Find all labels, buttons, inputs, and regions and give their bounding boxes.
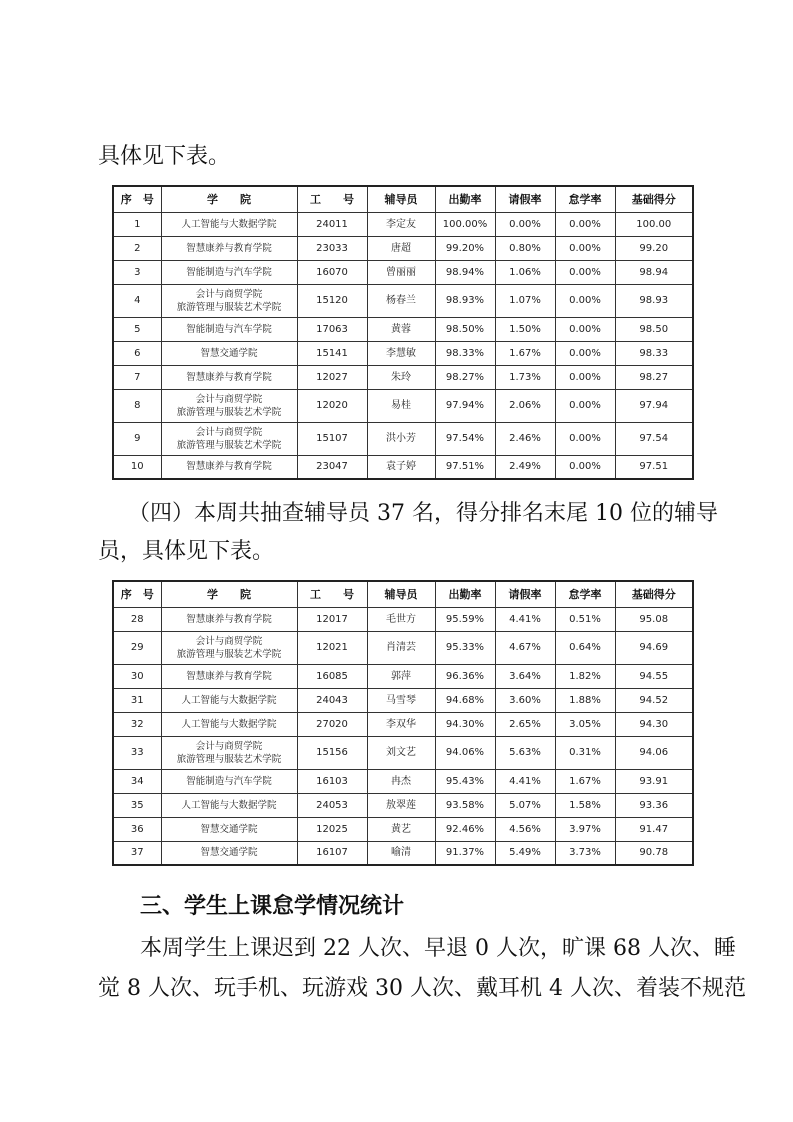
cell-slack: 0.64% — [555, 631, 615, 664]
cell-no: 1 — [113, 212, 161, 236]
college-line: 人工智能与大数据学院 — [181, 218, 277, 230]
cell-id: 23033 — [297, 236, 367, 260]
college-line: 智慧康养与教育学院 — [186, 670, 272, 682]
cell-leave: 3.64% — [495, 664, 555, 688]
cell-leave: 4.67% — [495, 631, 555, 664]
cell-college — [161, 365, 297, 389]
cell-no: 7 — [113, 365, 161, 389]
cell-id: 12017 — [297, 607, 367, 631]
cell-college — [161, 817, 297, 841]
table-row — [113, 260, 693, 284]
cell-leave: 4.56% — [495, 817, 555, 841]
cell-no: 33 — [113, 736, 161, 769]
section4-line2: 员，具体见下表。 — [98, 539, 275, 564]
cell-slack: 0.00% — [555, 260, 615, 284]
cell-attendance: 93.58% — [435, 793, 495, 817]
cell-college — [161, 260, 297, 284]
college-line: 会计与商贸学院 — [195, 740, 263, 752]
cell-slack: 0.00% — [555, 422, 615, 455]
college-line: 智慧交通学院 — [200, 347, 258, 359]
cell-attendance: 98.50% — [435, 317, 495, 341]
col-header-id: 工 号 — [297, 581, 367, 607]
table-row — [113, 607, 693, 631]
cell-slack: 0.00% — [555, 341, 615, 365]
cell-id: 24053 — [297, 793, 367, 817]
cell-slack: 0.00% — [555, 284, 615, 317]
cell-no: 31 — [113, 688, 161, 712]
cell-counselor: 郭萍 — [367, 664, 435, 688]
cell-counselor: 易桂 — [367, 389, 435, 422]
col-header-score: 基础得分 — [615, 186, 693, 212]
cell-id: 12020 — [297, 389, 367, 422]
table-row — [113, 455, 693, 479]
cell-no: 6 — [113, 341, 161, 365]
body-line2: 觉 8 人次、玩手机、玩游戏 30 人次、戴耳机 4 人次、着装不规范 — [98, 976, 746, 1001]
table-row — [113, 341, 693, 365]
college-line: 智慧康养与教育学院 — [186, 371, 272, 383]
table-row — [113, 422, 693, 455]
college-line: 智能制造与汽车学院 — [186, 323, 272, 335]
cell-counselor: 洪小芳 — [367, 422, 435, 455]
cell-attendance: 95.33% — [435, 631, 495, 664]
cell-leave: 5.49% — [495, 841, 555, 865]
cell-counselor: 喻清 — [367, 841, 435, 865]
cell-college — [161, 688, 297, 712]
cell-no: 5 — [113, 317, 161, 341]
cell-counselor: 黄蓉 — [367, 317, 435, 341]
cell-no: 3 — [113, 260, 161, 284]
body-line1: 本周学生上课迟到 22 人次、早退 0 人次，旷课 68 人次、睡 — [140, 936, 736, 961]
cell-score: 93.91 — [615, 769, 693, 793]
cell-attendance: 95.59% — [435, 607, 495, 631]
table-row — [113, 389, 693, 422]
cell-leave: 3.60% — [495, 688, 555, 712]
cell-no: 10 — [113, 455, 161, 479]
cell-counselor: 唐超 — [367, 236, 435, 260]
col-header-no: 序 号 — [113, 186, 161, 212]
cell-attendance: 94.30% — [435, 712, 495, 736]
cell-score: 94.69 — [615, 631, 693, 664]
cell-counselor: 朱玲 — [367, 365, 435, 389]
col-header-counselor: 辅导员 — [367, 186, 435, 212]
cell-leave: 5.07% — [495, 793, 555, 817]
cell-college — [161, 317, 297, 341]
cell-id: 16070 — [297, 260, 367, 284]
col-header-attendance: 出勤率 — [435, 186, 495, 212]
table-row — [113, 365, 693, 389]
cell-counselor: 敖翠莲 — [367, 793, 435, 817]
section4-line1: （四）本周共抽查辅导员 37 名，得分排名末尾 10 位的辅导 — [128, 501, 718, 526]
college-line: 旅游管理与服装艺术学院 — [176, 301, 282, 313]
col-header-score: 基础得分 — [615, 581, 693, 607]
cell-score: 94.06 — [615, 736, 693, 769]
col-header-leave: 请假率 — [495, 186, 555, 212]
cell-score: 97.54 — [615, 422, 693, 455]
cell-score: 94.55 — [615, 664, 693, 688]
cell-leave: 4.41% — [495, 607, 555, 631]
table-header-row — [113, 186, 693, 212]
table-row — [113, 688, 693, 712]
cell-college — [161, 389, 297, 422]
cell-college — [161, 664, 297, 688]
cell-score: 90.78 — [615, 841, 693, 865]
cell-id: 23047 — [297, 455, 367, 479]
college-line: 智慧康养与教育学院 — [186, 242, 272, 254]
cell-college — [161, 607, 297, 631]
cell-college — [161, 284, 297, 317]
table-header-row — [113, 581, 693, 607]
college-line: 智慧康养与教育学院 — [186, 613, 272, 625]
cell-leave: 5.63% — [495, 736, 555, 769]
cell-leave: 2.49% — [495, 455, 555, 479]
cell-college — [161, 212, 297, 236]
cell-score: 98.50 — [615, 317, 693, 341]
col-header-counselor: 辅导员 — [367, 581, 435, 607]
section3-heading: 三、学生上课怠学情况统计 — [140, 894, 405, 919]
cell-score: 97.94 — [615, 389, 693, 422]
cell-counselor: 肖清芸 — [367, 631, 435, 664]
cell-no: 30 — [113, 664, 161, 688]
cell-attendance: 91.37% — [435, 841, 495, 865]
table-row — [113, 793, 693, 817]
cell-attendance: 98.94% — [435, 260, 495, 284]
cell-counselor: 马雪琴 — [367, 688, 435, 712]
cell-slack: 0.51% — [555, 607, 615, 631]
col-header-college: 学 院 — [161, 581, 297, 607]
cell-score: 94.30 — [615, 712, 693, 736]
cell-counselor: 袁子婷 — [367, 455, 435, 479]
cell-leave: 2.06% — [495, 389, 555, 422]
cell-college — [161, 793, 297, 817]
cell-attendance: 95.43% — [435, 769, 495, 793]
cell-slack: 0.00% — [555, 389, 615, 422]
cell-slack: 3.97% — [555, 817, 615, 841]
cell-college — [161, 455, 297, 479]
table-row — [113, 769, 693, 793]
table-row — [113, 736, 693, 769]
cell-leave: 1.06% — [495, 260, 555, 284]
col-header-leave: 请假率 — [495, 581, 555, 607]
cell-score: 97.51 — [615, 455, 693, 479]
cell-score: 93.36 — [615, 793, 693, 817]
college-line: 会计与商贸学院 — [195, 426, 263, 438]
cell-no: 29 — [113, 631, 161, 664]
cell-leave: 1.73% — [495, 365, 555, 389]
cell-attendance: 98.27% — [435, 365, 495, 389]
cell-no: 9 — [113, 422, 161, 455]
col-header-slack: 怠学率 — [555, 581, 615, 607]
cell-id: 16107 — [297, 841, 367, 865]
cell-college — [161, 341, 297, 365]
col-header-attendance: 出勤率 — [435, 581, 495, 607]
cell-id: 12021 — [297, 631, 367, 664]
cell-leave: 4.41% — [495, 769, 555, 793]
cell-id: 17063 — [297, 317, 367, 341]
college-line: 会计与商贸学院 — [195, 393, 263, 405]
top10-counselor-table — [112, 185, 694, 480]
cell-attendance: 97.51% — [435, 455, 495, 479]
table-row — [113, 817, 693, 841]
col-header-slack: 怠学率 — [555, 186, 615, 212]
cell-attendance: 94.06% — [435, 736, 495, 769]
cell-leave: 1.50% — [495, 317, 555, 341]
table-row — [113, 284, 693, 317]
table-row — [113, 631, 693, 664]
cell-slack: 1.67% — [555, 769, 615, 793]
cell-slack: 0.31% — [555, 736, 615, 769]
cell-no: 37 — [113, 841, 161, 865]
cell-no: 35 — [113, 793, 161, 817]
college-line: 旅游管理与服装艺术学院 — [176, 439, 282, 451]
cell-counselor: 杨春兰 — [367, 284, 435, 317]
cell-slack: 3.73% — [555, 841, 615, 865]
college-line: 会计与商贸学院 — [195, 288, 263, 300]
intro-text: 具体见下表。 — [98, 144, 231, 169]
cell-counselor: 李双华 — [367, 712, 435, 736]
cell-attendance: 94.68% — [435, 688, 495, 712]
bottom10-counselor-table — [112, 580, 694, 866]
col-header-college: 学 院 — [161, 186, 297, 212]
college-line: 会计与商贸学院 — [195, 635, 263, 647]
cell-slack: 0.00% — [555, 236, 615, 260]
cell-slack: 0.00% — [555, 317, 615, 341]
cell-id: 12025 — [297, 817, 367, 841]
cell-id: 15141 — [297, 341, 367, 365]
cell-attendance: 96.36% — [435, 664, 495, 688]
cell-college — [161, 631, 297, 664]
cell-no: 28 — [113, 607, 161, 631]
cell-no: 32 — [113, 712, 161, 736]
cell-leave: 2.46% — [495, 422, 555, 455]
cell-college — [161, 712, 297, 736]
cell-slack: 0.00% — [555, 365, 615, 389]
college-line: 智能制造与汽车学院 — [186, 775, 272, 787]
cell-college — [161, 236, 297, 260]
college-line: 智慧交通学院 — [200, 847, 258, 859]
cell-counselor: 毛世方 — [367, 607, 435, 631]
cell-id: 15120 — [297, 284, 367, 317]
cell-id: 24043 — [297, 688, 367, 712]
cell-attendance: 98.33% — [435, 341, 495, 365]
cell-slack: 1.88% — [555, 688, 615, 712]
college-line: 旅游管理与服装艺术学院 — [176, 753, 282, 765]
cell-counselor: 刘文艺 — [367, 736, 435, 769]
college-line: 智能制造与汽车学院 — [186, 266, 272, 278]
cell-counselor: 李定友 — [367, 212, 435, 236]
cell-score: 100.00 — [615, 212, 693, 236]
cell-counselor: 李慧敏 — [367, 341, 435, 365]
table-row — [113, 712, 693, 736]
college-line: 人工智能与大数据学院 — [181, 799, 277, 811]
cell-score: 98.27 — [615, 365, 693, 389]
cell-id: 27020 — [297, 712, 367, 736]
table-row — [113, 317, 693, 341]
cell-slack: 3.05% — [555, 712, 615, 736]
cell-id: 15107 — [297, 422, 367, 455]
cell-no: 36 — [113, 817, 161, 841]
cell-score: 98.33 — [615, 341, 693, 365]
cell-id: 12027 — [297, 365, 367, 389]
table-row — [113, 236, 693, 260]
cell-leave: 0.80% — [495, 236, 555, 260]
cell-leave: 1.07% — [495, 284, 555, 317]
cell-leave: 2.65% — [495, 712, 555, 736]
cell-college — [161, 422, 297, 455]
cell-score: 94.52 — [615, 688, 693, 712]
col-header-no: 序 号 — [113, 581, 161, 607]
cell-attendance: 99.20% — [435, 236, 495, 260]
col-header-id: 工 号 — [297, 186, 367, 212]
college-line: 人工智能与大数据学院 — [181, 694, 277, 706]
cell-id: 16103 — [297, 769, 367, 793]
college-line: 智慧交通学院 — [200, 823, 258, 835]
cell-leave: 0.00% — [495, 212, 555, 236]
table-row — [113, 664, 693, 688]
cell-id: 16085 — [297, 664, 367, 688]
cell-counselor: 冉杰 — [367, 769, 435, 793]
cell-attendance: 97.94% — [435, 389, 495, 422]
cell-score: 98.94 — [615, 260, 693, 284]
college-line: 智慧康养与教育学院 — [186, 461, 272, 473]
cell-no: 2 — [113, 236, 161, 260]
cell-leave: 1.67% — [495, 341, 555, 365]
cell-attendance: 100.00% — [435, 212, 495, 236]
cell-slack: 1.82% — [555, 664, 615, 688]
cell-id: 15156 — [297, 736, 367, 769]
cell-no: 34 — [113, 769, 161, 793]
cell-id: 24011 — [297, 212, 367, 236]
cell-slack: 0.00% — [555, 455, 615, 479]
table-row — [113, 841, 693, 865]
cell-attendance: 97.54% — [435, 422, 495, 455]
cell-slack: 0.00% — [555, 212, 615, 236]
cell-attendance: 98.93% — [435, 284, 495, 317]
table-row — [113, 212, 693, 236]
cell-score: 99.20 — [615, 236, 693, 260]
cell-no: 4 — [113, 284, 161, 317]
cell-slack: 1.58% — [555, 793, 615, 817]
cell-college — [161, 841, 297, 865]
cell-counselor: 黄艺 — [367, 817, 435, 841]
college-line: 人工智能与大数据学院 — [181, 718, 277, 730]
cell-score: 91.47 — [615, 817, 693, 841]
cell-college — [161, 736, 297, 769]
cell-score: 95.08 — [615, 607, 693, 631]
cell-score: 98.93 — [615, 284, 693, 317]
cell-college — [161, 769, 297, 793]
cell-counselor: 曾丽丽 — [367, 260, 435, 284]
cell-attendance: 92.46% — [435, 817, 495, 841]
college-line: 旅游管理与服装艺术学院 — [176, 648, 282, 660]
college-line: 旅游管理与服装艺术学院 — [176, 406, 282, 418]
cell-no: 8 — [113, 389, 161, 422]
